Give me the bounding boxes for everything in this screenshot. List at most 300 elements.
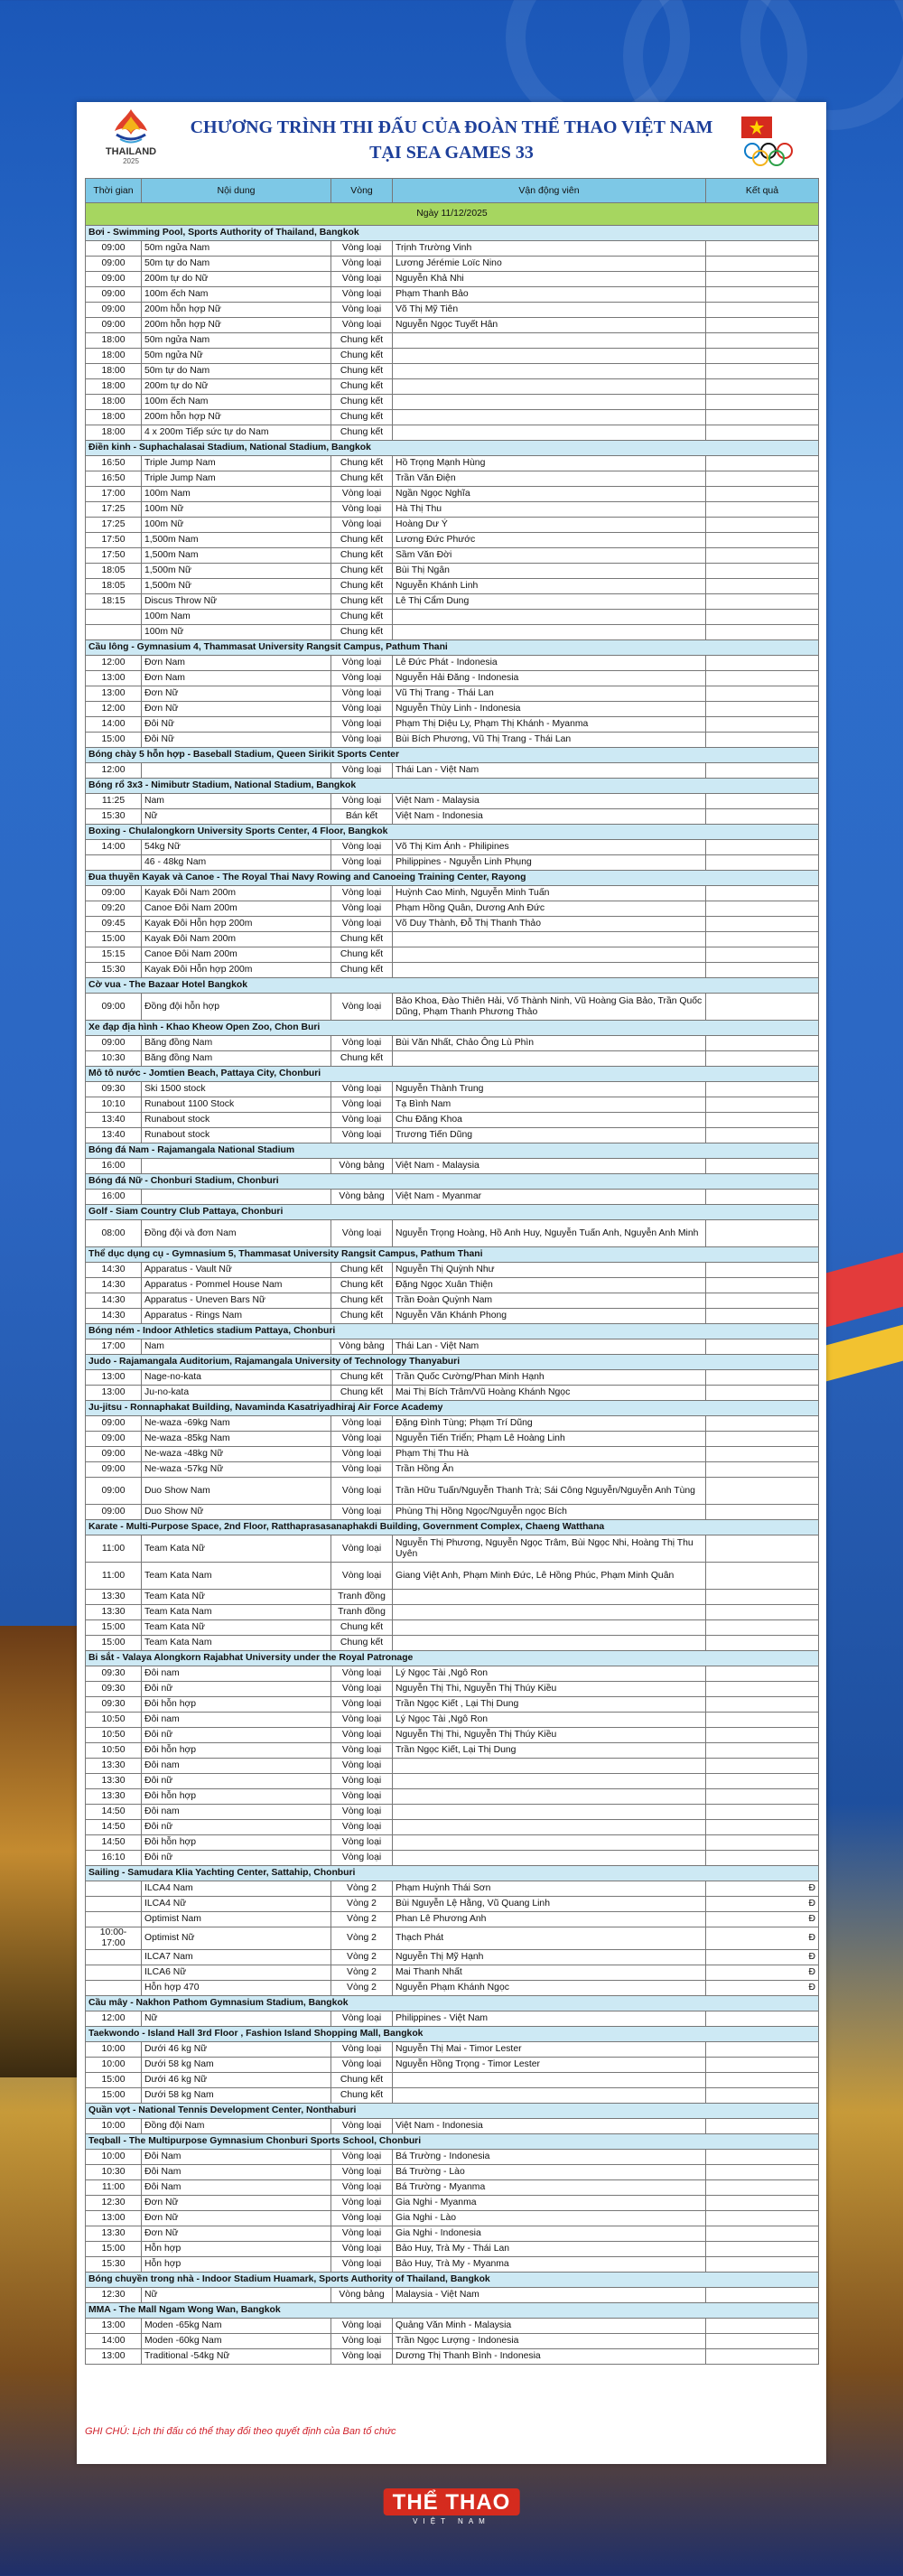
event-row [86, 2180, 819, 2196]
event-row [86, 932, 819, 947]
event-athletes [393, 1636, 706, 1651]
sheet-header [77, 102, 826, 178]
event-result [706, 1159, 819, 1174]
event-result [706, 2257, 819, 2273]
event-name: Nữ [142, 2288, 331, 2303]
event-round: Vòng loại [331, 717, 393, 733]
event-time: 11:00 [86, 1563, 142, 1590]
event-time: 13:00 [86, 2349, 142, 2365]
event-name: 200m tự do Nữ [142, 272, 331, 287]
venue-row [86, 1021, 819, 1036]
venue-label: MMA - The Mall Ngam Wong Wan, Bangkok [86, 2303, 819, 2319]
venue-label: Bóng đá Nữ - Chonburi Stadium, Chonburi [86, 1174, 819, 1190]
event-result [706, 963, 819, 978]
event-athletes: Hồ Trọng Mạnh Hùng [393, 456, 706, 471]
event-athletes: Bá Trường - Indonesia [393, 2150, 706, 2165]
event-name: Nữ [142, 809, 331, 825]
event-result [706, 1036, 819, 1051]
event-time: 13:30 [86, 2226, 142, 2242]
event-name: 100m Nữ [142, 518, 331, 533]
event-name: Ne-waza -48kg Nữ [142, 1447, 331, 1462]
event-round: Vòng loại [331, 1789, 393, 1805]
event-result [706, 272, 819, 287]
event-round: Vòng loại [331, 1447, 393, 1462]
event-name: Nage-no-kata [142, 1370, 331, 1386]
event-result: Đ [706, 1981, 819, 1996]
venue-row [86, 1067, 819, 1082]
event-result [706, 1416, 819, 1432]
event-name: Kayak Đôi Nam 200m [142, 886, 331, 901]
event-name: Apparatus - Pommel House Nam [142, 1278, 331, 1293]
day-label: Ngày 11/12/2025 [86, 203, 819, 226]
event-time: 16:50 [86, 456, 142, 471]
event-name: Apparatus - Vault Nữ [142, 1263, 331, 1278]
event-athletes: Philippines - Việt Nam [393, 2011, 706, 2027]
event-row [86, 1981, 819, 1996]
event-name: Moden -65kg Nam [142, 2319, 331, 2334]
event-time: 09:00 [86, 1462, 142, 1478]
event-row [86, 2349, 819, 2365]
event-athletes: Nguyễn Trọng Hoàng, Hồ Anh Huy, Nguyễn Tuấn Anh, Nguyễn Anh Minh [393, 1220, 706, 1247]
event-row [86, 1636, 819, 1651]
event-result [706, 287, 819, 303]
event-athletes [393, 2073, 706, 2088]
event-time: 12:00 [86, 763, 142, 779]
event-time: 13:00 [86, 686, 142, 702]
event-round: Vòng loại [331, 2119, 393, 2134]
event-row [86, 1697, 819, 1713]
event-time [86, 1950, 142, 1965]
venue-row [86, 2027, 819, 2042]
event-athletes: Bảo Khoa, Đào Thiên Hải, Vố Thành Ninh, Vũ Hoàng Gia Bảo, Trần Quốc Dũng, Phạm Thanh Phương Thảo [393, 994, 706, 1021]
event-round: Vòng loại [331, 1082, 393, 1097]
event-athletes: Huỳnh Cao Minh, Nguyễn Minh Tuấn [393, 886, 706, 901]
event-result [706, 1636, 819, 1651]
event-row [86, 610, 819, 625]
event-result: Đ [706, 1965, 819, 1981]
event-row [86, 1505, 819, 1520]
event-time: 09:30 [86, 1666, 142, 1682]
brand-logo [384, 2488, 520, 2525]
event-row [86, 840, 819, 855]
event-row [86, 1851, 819, 1866]
event-result [706, 717, 819, 733]
event-result [706, 2165, 819, 2180]
event-name: Đôi hỗn hợp [142, 1789, 331, 1805]
event-round: Vòng loại [331, 303, 393, 318]
event-time: 15:00 [86, 932, 142, 947]
event-round: Chung kết [331, 932, 393, 947]
event-result [706, 594, 819, 610]
event-name: Đôi Nam [142, 2150, 331, 2165]
event-name: Đôi Nữ [142, 717, 331, 733]
col-header-round: Vòng [331, 179, 393, 203]
venue-label: Boxing - Chulalongkorn University Sports Center, 4 Floor, Bangkok [86, 825, 819, 840]
event-row [86, 425, 819, 441]
event-time: 09:45 [86, 917, 142, 932]
event-result [706, 487, 819, 502]
sea-games-logo [95, 107, 167, 173]
venue-label: Bi sắt - Valaya Alongkorn Rajabhat University under the Royal Patronage [86, 1651, 819, 1666]
event-result [706, 1563, 819, 1590]
event-name: 100m Nữ [142, 502, 331, 518]
event-name: 50m ngửa Nam [142, 241, 331, 257]
event-row [86, 579, 819, 594]
event-time: 13:40 [86, 1128, 142, 1143]
event-time: 09:00 [86, 257, 142, 272]
event-round: Vòng loại [331, 2165, 393, 2180]
event-result [706, 886, 819, 901]
event-round: Chung kết [331, 564, 393, 579]
olympic-rings-icon [734, 115, 806, 169]
event-row [86, 1462, 819, 1478]
event-time: 14:30 [86, 1263, 142, 1278]
event-athletes: Gia Nghi - Myanma [393, 2196, 706, 2211]
event-result [706, 855, 819, 871]
event-result [706, 257, 819, 272]
event-result [706, 656, 819, 671]
event-time: 17:25 [86, 502, 142, 518]
event-time: 18:00 [86, 379, 142, 395]
event-athletes: Bá Trường - Lào [393, 2165, 706, 2180]
event-round: Vòng loại [331, 763, 393, 779]
event-athletes: Bảo Huy, Trà My - Myanma [393, 2257, 706, 2273]
event-name: Đồng đội và đơn Nam [142, 1220, 331, 1247]
event-round: Chung kết [331, 395, 393, 410]
event-round: Vòng loại [331, 1535, 393, 1563]
event-name: Đôi nam [142, 1805, 331, 1820]
event-time: 15:30 [86, 809, 142, 825]
event-result [706, 2073, 819, 2088]
event-result [706, 241, 819, 257]
event-result: Đ [706, 1927, 819, 1950]
event-time: 14:50 [86, 1820, 142, 1835]
event-athletes: Nguyễn Khánh Linh [393, 579, 706, 594]
event-athletes: Phùng Thị Hồng Ngọc/Nguyễn ngọc Bích [393, 1505, 706, 1520]
event-athletes: Sầm Văn Đời [393, 548, 706, 564]
event-athletes: Trần Văn Điện [393, 471, 706, 487]
event-athletes: Hoàng Dư Ý [393, 518, 706, 533]
event-row [86, 794, 819, 809]
event-time: 13:30 [86, 1759, 142, 1774]
event-athletes [393, 2088, 706, 2104]
event-round: Vòng loại [331, 1113, 393, 1128]
event-result [706, 994, 819, 1021]
event-time: 16:00 [86, 1190, 142, 1205]
col-header-time: Thời gian [86, 179, 142, 203]
event-time: 12:00 [86, 702, 142, 717]
event-round: Vòng loại [331, 1805, 393, 1820]
vietnam-olympic-logo [734, 115, 806, 169]
event-name: Team Kata Nam [142, 1563, 331, 1590]
event-athletes: Mai Thanh Nhất [393, 1965, 706, 1981]
event-round: Vòng loại [331, 1036, 393, 1051]
event-row [86, 349, 819, 364]
event-athletes: Phạm Huỳnh Thái Sơn [393, 1881, 706, 1897]
event-athletes: Thái Lan - Việt Nam [393, 763, 706, 779]
event-round: Vòng loại [331, 1478, 393, 1505]
event-athletes: Phạm Thị Thu Hà [393, 1447, 706, 1462]
event-result [706, 1339, 819, 1355]
event-name: Đơn Nam [142, 656, 331, 671]
event-row [86, 1805, 819, 1820]
event-result [706, 1805, 819, 1820]
event-name: Ski 1500 stock [142, 1082, 331, 1097]
venue-label: Teqball - The Multipurpose Gymnasium Chonburi Sports School, Chonburi [86, 2134, 819, 2150]
event-result [706, 533, 819, 548]
event-athletes: Malaysia - Việt Nam [393, 2288, 706, 2303]
event-result [706, 2319, 819, 2334]
event-row [86, 963, 819, 978]
event-athletes: Võ Thị Mỹ Tiên [393, 303, 706, 318]
event-athletes [393, 610, 706, 625]
event-round: Vòng loại [331, 2257, 393, 2273]
event-name: Canoe Đôi Nam 200m [142, 947, 331, 963]
event-result [706, 333, 819, 349]
venue-label: Bóng chuyền trong nhà - Indoor Stadium Huamark, Sports Authority of Thailand, Bangkok [86, 2273, 819, 2288]
event-round: Vòng loại [331, 2180, 393, 2196]
event-time: 10:50 [86, 1713, 142, 1728]
event-athletes [393, 1774, 706, 1789]
event-time: 15:30 [86, 2257, 142, 2273]
event-name: Hỗn hợp [142, 2242, 331, 2257]
venue-label: Cầu lông - Gymnasium 4, Thammasat University Rangsit Campus, Pathum Thani [86, 640, 819, 656]
event-result [706, 1851, 819, 1866]
event-athletes: Bùi Nguyễn Lệ Hằng, Vũ Quang Linh [393, 1897, 706, 1912]
event-time: 13:30 [86, 1605, 142, 1620]
event-result [706, 548, 819, 564]
venue-row [86, 1355, 819, 1370]
event-name: Team Kata Nữ [142, 1620, 331, 1636]
venue-row [86, 825, 819, 840]
event-name: 50m ngửa Nam [142, 333, 331, 349]
event-athletes: Bá Trường - Myanma [393, 2180, 706, 2196]
event-name: 1,500m Nữ [142, 579, 331, 594]
event-name: Đôi nữ [142, 1682, 331, 1697]
col-header-athletes: Vận động viên [393, 179, 706, 203]
event-round: Vòng loại [331, 2319, 393, 2334]
event-round: Vòng loại [331, 840, 393, 855]
event-round: Chung kết [331, 963, 393, 978]
event-name: Ne-waza -85kg Nam [142, 1432, 331, 1447]
event-athletes [393, 1805, 706, 1820]
event-result [706, 1432, 819, 1447]
event-athletes: Dương Thị Thanh Bình - Indonesia [393, 2349, 706, 2365]
brand-sub: VIỆT NAM [413, 2517, 490, 2525]
event-time: 09:00 [86, 1505, 142, 1520]
event-athletes: Lương Jérémie Loïc Nino [393, 257, 706, 272]
event-athletes: Chu Đăng Khoa [393, 1113, 706, 1128]
event-round: Vòng loại [331, 702, 393, 717]
event-name: Đôi hỗn hợp [142, 1743, 331, 1759]
event-name: Moden -60kg Nam [142, 2334, 331, 2349]
event-row [86, 1220, 819, 1247]
event-name: ILCA4 Nữ [142, 1897, 331, 1912]
event-athletes: Nguyễn Tiến Triển; Phạm Lê Hoàng Linh [393, 1432, 706, 1447]
event-result [706, 303, 819, 318]
event-athletes: Võ Thị Kim Ánh - Philipines [393, 840, 706, 855]
event-result [706, 2150, 819, 2165]
venue-row [86, 1401, 819, 1416]
event-round: Chung kết [331, 548, 393, 564]
event-name: Kayak Đôi Hỗn hợp 200m [142, 963, 331, 978]
event-name: Đôi Nam [142, 2180, 331, 2196]
event-result [706, 932, 819, 947]
event-athletes [393, 379, 706, 395]
event-result [706, 410, 819, 425]
event-time: 15:00 [86, 2242, 142, 2257]
event-name: Đồng đội hỗn hợp [142, 994, 331, 1021]
event-row [86, 257, 819, 272]
event-row [86, 518, 819, 533]
event-time: 09:00 [86, 303, 142, 318]
event-round: Vòng loại [331, 1563, 393, 1590]
event-time: 12:00 [86, 2011, 142, 2027]
event-time: 14:50 [86, 1805, 142, 1820]
event-row [86, 809, 819, 825]
event-result [706, 2349, 819, 2365]
event-round: Vòng loại [331, 2150, 393, 2165]
event-row [86, 686, 819, 702]
event-result [706, 733, 819, 748]
event-time [86, 1965, 142, 1981]
event-time: 09:00 [86, 272, 142, 287]
event-name: Đơn Nữ [142, 2196, 331, 2211]
event-athletes: Nguyễn Văn Khánh Phong [393, 1309, 706, 1324]
event-round: Chung kết [331, 410, 393, 425]
event-name: Dưới 46 kg Nữ [142, 2073, 331, 2088]
event-time: 17:50 [86, 533, 142, 548]
event-round: Vòng loại [331, 257, 393, 272]
venue-label: Cầu mây - Nakhon Pathom Gymnasium Stadium, Bangkok [86, 1996, 819, 2011]
event-time: 09:30 [86, 1697, 142, 1713]
event-result: Đ [706, 1881, 819, 1897]
event-time: 18:00 [86, 364, 142, 379]
event-time [86, 1897, 142, 1912]
sea-games-emblem-icon [109, 107, 153, 145]
event-athletes: Trương Tiến Dũng [393, 1128, 706, 1143]
event-row [86, 1416, 819, 1432]
event-result: Đ [706, 1897, 819, 1912]
event-time: 18:00 [86, 425, 142, 441]
event-round: Bán kết [331, 809, 393, 825]
event-athletes: Bùi Bích Phương, Vũ Thị Trang - Thái Lan [393, 733, 706, 748]
day-row [86, 203, 819, 226]
event-round: Vòng 2 [331, 1965, 393, 1981]
event-name: Nữ [142, 2011, 331, 2027]
event-athletes: Thái Lan - Việt Nam [393, 1339, 706, 1355]
event-result [706, 2058, 819, 2073]
event-result [706, 2242, 819, 2257]
event-row [86, 1759, 819, 1774]
event-result [706, 349, 819, 364]
event-result [706, 1713, 819, 1728]
event-athletes: Phan Lê Phương Anh [393, 1912, 706, 1927]
venue-row [86, 1247, 819, 1263]
event-row [86, 1447, 819, 1462]
event-round: Vòng loại [331, 2226, 393, 2242]
event-row [86, 287, 819, 303]
event-athletes: Bùi Văn Nhất, Chảo Ông Lù Phìn [393, 1036, 706, 1051]
event-name: Discus Throw Nữ [142, 594, 331, 610]
event-athletes [393, 932, 706, 947]
event-name: Đồng đội Nam [142, 2119, 331, 2134]
event-name: Duo Show Nữ [142, 1505, 331, 1520]
event-name: 50m tự do Nam [142, 257, 331, 272]
event-result [706, 809, 819, 825]
event-row [86, 2196, 819, 2211]
event-athletes: Quảng Văn Minh - Malaysia [393, 2319, 706, 2334]
event-name: Đôi nữ [142, 1774, 331, 1789]
event-round: Vòng loại [331, 2242, 393, 2257]
event-row [86, 395, 819, 410]
event-result [706, 1697, 819, 1713]
event-row [86, 364, 819, 379]
event-round: Chung kết [331, 1636, 393, 1651]
event-name: Optimist Nữ [142, 1927, 331, 1950]
event-time: 15:00 [86, 1636, 142, 1651]
event-round: Vòng bảng [331, 1159, 393, 1174]
event-time: 09:00 [86, 886, 142, 901]
venue-row [86, 226, 819, 241]
schedule-table [85, 178, 819, 2365]
event-row [86, 1743, 819, 1759]
event-name: Đơn Nữ [142, 686, 331, 702]
venue-row [86, 2303, 819, 2319]
event-row [86, 1713, 819, 1728]
event-row [86, 702, 819, 717]
background-stripe [0, 1626, 77, 2077]
event-row [86, 1432, 819, 1447]
event-row [86, 379, 819, 395]
event-athletes: Việt Nam - Malaysia [393, 794, 706, 809]
event-result [706, 1082, 819, 1097]
event-time: 16:50 [86, 471, 142, 487]
event-row [86, 1835, 819, 1851]
event-time: 12:00 [86, 656, 142, 671]
event-time: 10:10 [86, 1097, 142, 1113]
event-row [86, 502, 819, 518]
event-result [706, 2196, 819, 2211]
event-result [706, 1309, 819, 1324]
event-row [86, 533, 819, 548]
event-name: Đôi Nam [142, 2165, 331, 2180]
event-result [706, 395, 819, 410]
event-row [86, 1666, 819, 1682]
event-row [86, 2334, 819, 2349]
event-round: Vòng loại [331, 287, 393, 303]
event-athletes: Trần Ngọc Kiết, Lại Thị Dung [393, 1743, 706, 1759]
event-time: 15:00 [86, 733, 142, 748]
event-row [86, 272, 819, 287]
event-name: 200m hỗn hợp Nữ [142, 303, 331, 318]
event-time: 18:00 [86, 410, 142, 425]
event-result [706, 1447, 819, 1462]
event-round: Vòng 2 [331, 1950, 393, 1965]
event-result [706, 1820, 819, 1835]
event-name: 46 - 48kg Nam [142, 855, 331, 871]
event-result [706, 763, 819, 779]
venue-row [86, 2104, 819, 2119]
event-round: Chung kết [331, 2073, 393, 2088]
event-round: Vòng loại [331, 318, 393, 333]
event-row [86, 1605, 819, 1620]
event-round: Vòng 2 [331, 1912, 393, 1927]
event-name: ILCA4 Nam [142, 1881, 331, 1897]
event-round: Vòng loại [331, 2349, 393, 2365]
event-athletes: Bùi Thị Ngân [393, 564, 706, 579]
event-result [706, 502, 819, 518]
